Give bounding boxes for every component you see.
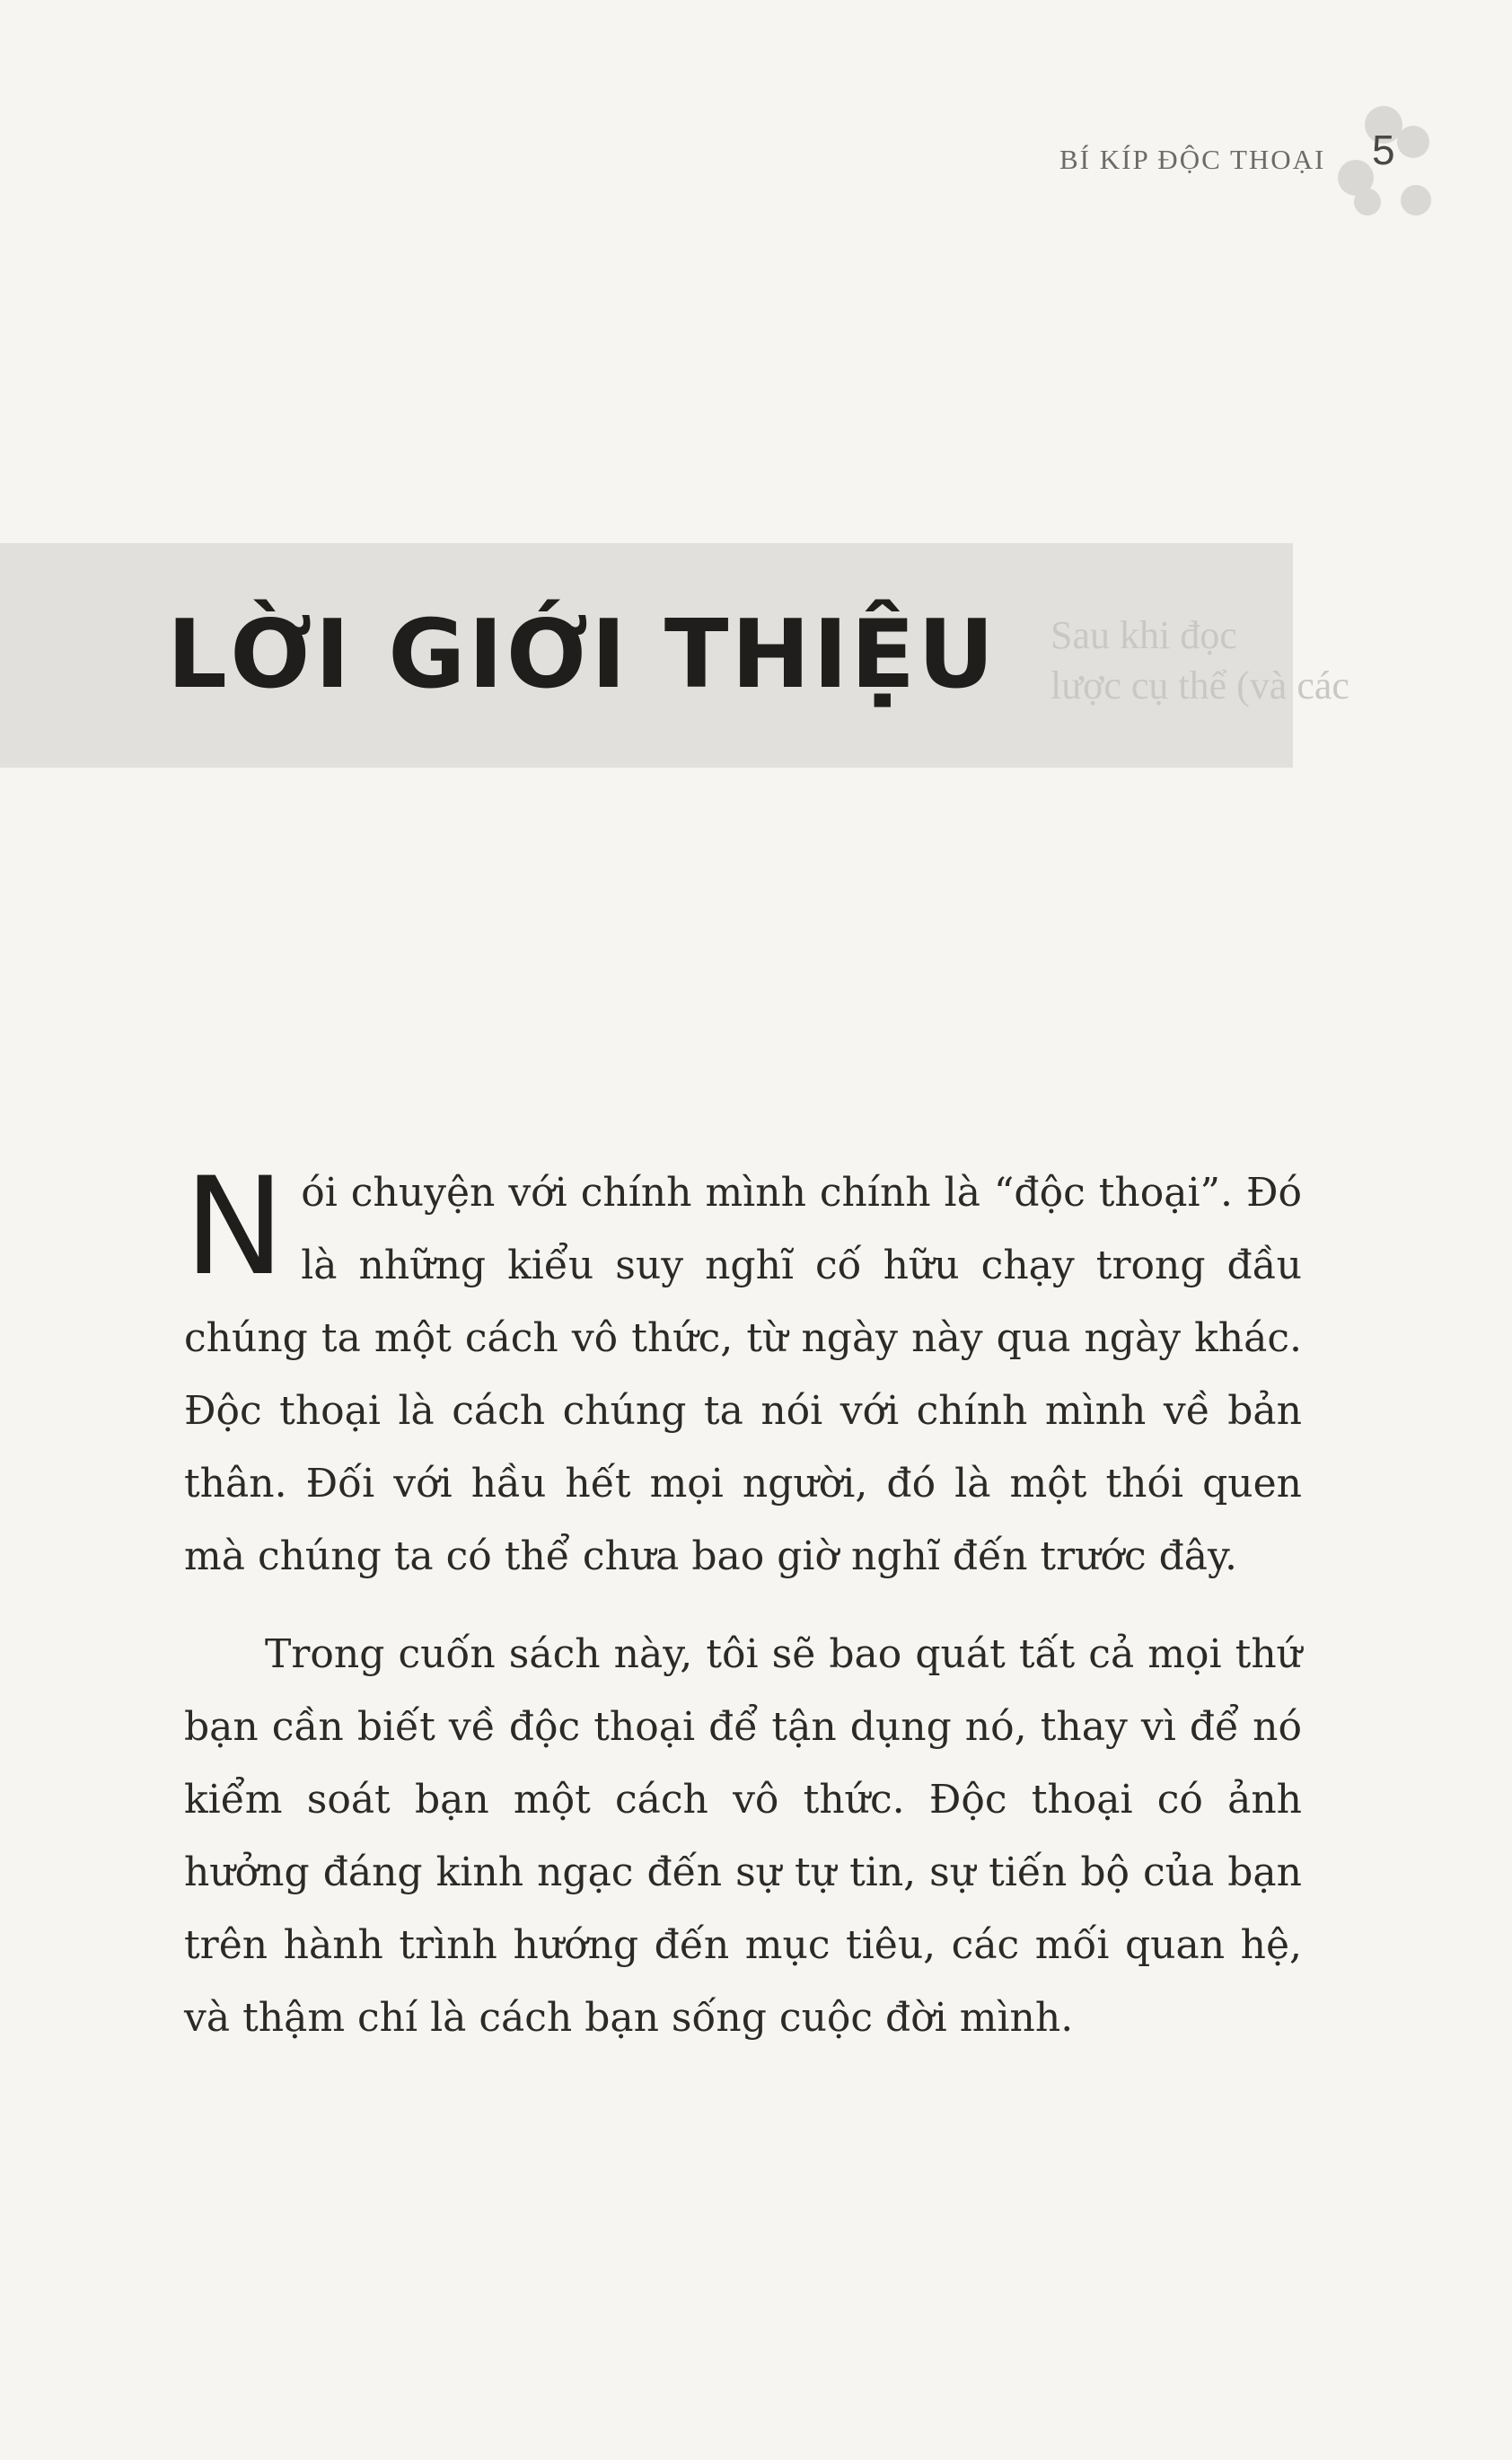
paragraph-1 bbox=[184, 1149, 1302, 1593]
paragraph-1-text: ói chuyện với chính mình chính là “độc thoại”. Đó là những kiểu suy nghĩ cố hữu chạy trong đầu chúng ta một cách vô thức, từ ngày này qua ngày khác. Độc thoại là cách chúng ta nói với chính mình về bản thân. Đối với hầu hết mọi người, đó là một thói quen mà chúng ta có thể chưa bao giờ nghĩ đến trước đây. bbox=[184, 1170, 1302, 1579]
paragraph-2: Trong cuốn sách này, tôi sẽ bao quát tất cả mọi thứ bạn cần biết về độc thoại để tận dụng nó, thay vì để nó kiểm soát bạn một cách vô thức. Độc thoại có ảnh hưởng đáng kinh ngạc đến sự tự tin, sự tiến bộ của bạn trên hành trình hướng đến mục tiêu, các mối quan hệ, và thậm chí là cách bạn sống cuộc đời mình. bbox=[184, 1631, 1302, 2041]
running-header: BÍ KÍP ĐỘC THOẠI bbox=[1059, 144, 1326, 175]
bleed-through-text: Sau khi đọc lược cụ thể (và các bbox=[1050, 613, 1349, 707]
drop-cap: N bbox=[184, 1149, 286, 1305]
page-number: 5 bbox=[1372, 127, 1395, 173]
chapter-title: LỜI GIỚI THIỆU bbox=[167, 600, 998, 709]
body-text bbox=[184, 1149, 1302, 2054]
